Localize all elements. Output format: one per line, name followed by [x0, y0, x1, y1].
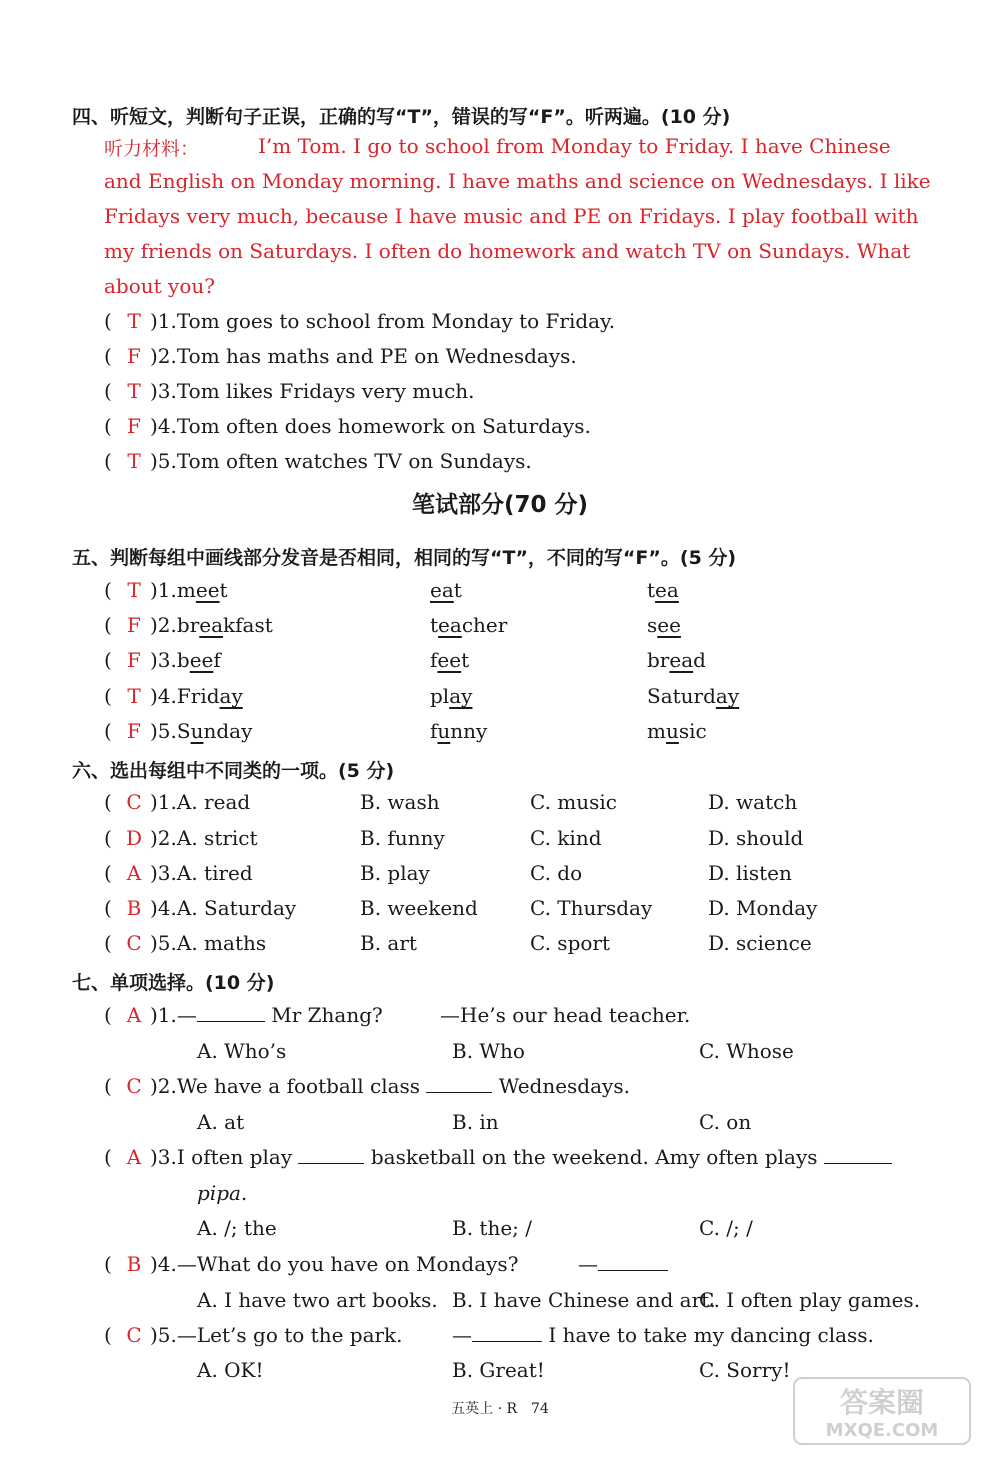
question-row: ( C )5.—Let’s go to the park.: [104, 1323, 403, 1347]
option: A. OK!: [197, 1358, 264, 1382]
answer-mark: T: [127, 684, 141, 708]
option: D. Monday: [708, 896, 818, 920]
watermark-logo: [792, 1376, 972, 1446]
question-row: ( F )2.Tom has maths and PE on Wednesdays.: [104, 344, 577, 368]
answer-mark: T: [127, 578, 141, 602]
answer-blank: [472, 1323, 542, 1342]
option: B. play: [360, 861, 430, 885]
listening-material-line: and English on Monday morning. I have maths and science on Wednesdays. I like: [104, 169, 931, 193]
word: Saturday: [647, 684, 740, 708]
written-part-heading: 笔试部分(70 分): [411, 492, 589, 518]
option: A. /; the: [197, 1216, 277, 1240]
option: A. at: [197, 1110, 245, 1134]
word: bread: [647, 648, 706, 672]
answer-blank: [598, 1252, 668, 1271]
answer-mark: A: [126, 861, 142, 885]
option: B. in: [452, 1110, 499, 1134]
answer-mark: T: [127, 379, 141, 403]
option: B. Who: [452, 1039, 525, 1063]
option: B. I have Chinese and art.: [452, 1288, 716, 1312]
answer-mark: T: [127, 309, 141, 333]
answer-mark: C: [126, 1074, 142, 1098]
option: B. art: [360, 931, 417, 955]
page-footer: 五英上 · R 74: [451, 1401, 549, 1417]
answer-mark: C: [126, 790, 142, 814]
word: feet: [430, 648, 470, 672]
question-row: ( F )3.beef: [104, 648, 221, 672]
listening-material-line: I’m Tom. I go to school from Monday to Friday. I have Chinese: [258, 134, 891, 158]
watermark-url: MXQE.COM: [825, 1420, 939, 1441]
word: play: [430, 684, 473, 708]
answer-mark: F: [127, 344, 141, 368]
option: C. Sorry!: [699, 1358, 791, 1382]
question-row: ( B )4.—What do you have on Mondays?: [104, 1252, 519, 1276]
question-row: ( T )4.Friday: [104, 684, 243, 708]
word: eat: [430, 578, 462, 602]
option: B. the; /: [452, 1216, 532, 1240]
option: B. weekend: [360, 896, 478, 920]
answer-blank: [197, 1003, 265, 1022]
answer-mark: A: [126, 1145, 142, 1169]
option: C. /; /: [699, 1216, 753, 1240]
question-row: ( F )4.Tom often does homework on Saturdays.: [104, 414, 591, 438]
watermark-text: 答案圈: [839, 1386, 925, 1419]
word: tea: [647, 578, 679, 602]
listening-material-line: my friends on Saturdays. I often do homework and watch TV on Sundays. What: [104, 239, 911, 263]
question-row: ( T )1.meet: [104, 578, 228, 602]
option: C. Whose: [699, 1039, 794, 1063]
option: D. listen: [708, 861, 792, 885]
question-row: ( T )1.Tom goes to school from Monday to Friday.: [104, 309, 616, 333]
reply-text: —: [578, 1252, 668, 1276]
reply-text: —He’s our head teacher.: [440, 1003, 691, 1027]
reply-text: — I have to take my dancing class.: [452, 1323, 874, 1347]
answer-mark: D: [125, 826, 143, 850]
option: A. Who’s: [197, 1039, 287, 1063]
question-row: ( B )4.A. Saturday: [104, 896, 297, 920]
question-row: ( A )3.A. tired: [104, 861, 253, 885]
option: C. I often play games.: [699, 1288, 921, 1312]
option: C. on: [699, 1110, 752, 1134]
question-row: ( F )2.breakfast: [104, 613, 273, 637]
answer-mark: C: [126, 1323, 142, 1347]
answer-mark: F: [127, 613, 141, 637]
answer-mark: C: [126, 931, 142, 955]
word: see: [647, 613, 681, 637]
question-continuation: pipa.: [197, 1181, 248, 1205]
option: C. do: [530, 861, 583, 885]
answer-blank: [426, 1074, 492, 1093]
question-row: ( D )2.A. strict: [104, 826, 258, 850]
question-row: ( C )1.A. read: [104, 790, 251, 814]
answer-mark: F: [127, 719, 141, 743]
answer-mark: B: [126, 896, 142, 920]
word: teacher: [430, 613, 508, 637]
section-7-title: 七、单项选择。(10 分): [72, 972, 275, 994]
answer-blank: [298, 1145, 364, 1164]
section-4-title: 四、听短文，判断句子正误，正确的写“T”，错误的写“F”。听两遍。(10 分): [72, 106, 731, 128]
answer-mark: B: [126, 1252, 142, 1276]
question-row: ( T )3.Tom likes Fridays very much.: [104, 379, 475, 403]
listening-material-line: Fridays very much, because I have music and PE on Fridays. I play football with: [104, 204, 919, 228]
option: B. Great!: [452, 1358, 545, 1382]
option: C. music: [530, 790, 618, 814]
listening-material-label: 听力材料：: [104, 138, 200, 160]
option: B. wash: [360, 790, 440, 814]
question-row: ( F )5.Sunday: [104, 719, 253, 743]
question-row: ( A )3.I often play basketball on the weekend. Amy often plays: [104, 1145, 892, 1169]
section-5-title: 五、判断每组中画线部分发音是否相同，相同的写“T”，不同的写“F”。(5 分): [72, 547, 737, 569]
option: B. funny: [360, 826, 445, 850]
option: A. I have two art books.: [197, 1288, 438, 1312]
answer-mark: F: [127, 414, 141, 438]
answer-mark: T: [127, 449, 141, 473]
word: music: [647, 719, 707, 743]
option: C. Thursday: [530, 896, 653, 920]
option: D. should: [708, 826, 804, 850]
listening-material-line: about you?: [104, 274, 215, 298]
question-row: ( C )2.We have a football class Wednesdays.: [104, 1074, 630, 1098]
option: D. watch: [708, 790, 798, 814]
answer-mark: A: [126, 1003, 142, 1027]
answer-blank: [824, 1145, 892, 1164]
question-row: ( A )1.— Mr Zhang?: [104, 1003, 383, 1027]
option: D. science: [708, 931, 812, 955]
question-row: ( T )5.Tom often watches TV on Sundays.: [104, 449, 532, 473]
option: C. kind: [530, 826, 602, 850]
option: C. sport: [530, 931, 611, 955]
word: funny: [430, 719, 488, 743]
section-6-title: 六、选出每组中不同类的一项。(5 分): [72, 760, 395, 782]
answer-mark: F: [127, 648, 141, 672]
question-row: ( C )5.A. maths: [104, 931, 267, 955]
